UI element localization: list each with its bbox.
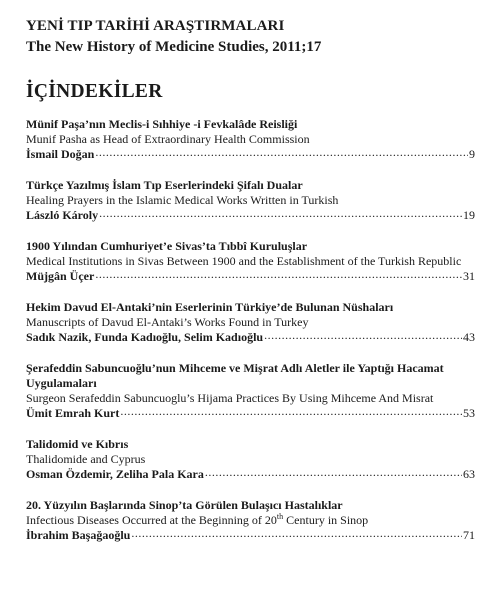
entry-page-number: 53 <box>463 406 475 420</box>
journal-subtitle: The New History of Medicine Studies, 2011;17 <box>26 39 322 55</box>
toc-entry <box>26 498 475 543</box>
entry-title: Talidomid ve Kıbrıs <box>26 437 129 451</box>
entry-author-line <box>26 147 475 162</box>
entry-title: Münif Paşa’nın Meclis-i Sıhhiye -i Fevkalâde Reisliği <box>26 117 298 131</box>
dot-leader <box>264 328 462 343</box>
dot-leader <box>95 267 462 282</box>
entry-page-number: 43 <box>463 330 475 344</box>
dot-leader <box>99 206 462 221</box>
dot-leader <box>131 526 462 541</box>
toc-entry <box>26 117 475 162</box>
entry-page-number: 19 <box>463 208 475 222</box>
entry-title: 20. Yüzyılın Başlarında Sinop’ta Görülen Bulaşıcı Hastalıklar <box>26 498 343 512</box>
dot-leader <box>120 404 462 419</box>
entry-page-number: 31 <box>463 269 475 283</box>
entry-author-line <box>26 528 475 543</box>
toc-entry <box>26 178 475 223</box>
toc-entry <box>26 239 475 284</box>
entry-author-line <box>26 330 475 345</box>
entry-authors: İsmail Doğan <box>26 147 95 161</box>
entry-author-line <box>26 208 475 223</box>
toc-entry <box>26 361 475 421</box>
english-title-prefix: Infectious Diseases Occurred at the Beginning of 20 <box>26 513 277 527</box>
toc-heading: İÇİNDEKİLER <box>26 81 163 102</box>
toc-entry <box>26 300 475 345</box>
entry-english-title: Medical Institutions in Sivas Between 1900 and the Establishment of the Turkish Republic <box>26 254 462 268</box>
entry-english-title: Manuscripts of Davud El-Antaki’s Works Found in Turkey <box>26 315 309 329</box>
entry-english-title: Surgeon Serafeddin Sabuncuoglu’s Hijama Practices By Using Mihceme And Misrat <box>26 391 434 405</box>
entry-title: Şerafeddin Sabuncuoğlu’nun Mihceme ve Mişrat Adlı Aletler ile Yaptığı Hacamat Uygulamaları <box>26 361 444 390</box>
entry-authors: İbrahim Başağaoğlu <box>26 528 131 542</box>
entry-authors: Sadık Nazik, Funda Kadıoğlu, Selim Kadıoğlu <box>26 330 264 344</box>
english-title-suffix: Century in Sinop <box>283 513 369 527</box>
entry-authors: László Károly <box>26 208 99 222</box>
entry-page-number: 63 <box>463 467 475 481</box>
dot-leader <box>205 465 462 480</box>
entry-page-number: 9 <box>469 147 475 161</box>
entry-author-line <box>26 467 475 482</box>
toc-entry <box>26 437 475 482</box>
entry-english-title: Healing Prayers in the Islamic Medical Works Written in Turkish <box>26 193 339 207</box>
entry-title: Türkçe Yazılmış İslam Tıp Eserlerindeki Şifalı Dualar <box>26 178 303 192</box>
entry-authors: Osman Özdemir, Zeliha Pala Kara <box>26 467 204 481</box>
entry-page-number: 71 <box>463 528 475 542</box>
entry-title: 1900 Yılından Cumhuriyet’e Sivas’ta Tıbbî Kuruluşlar <box>26 239 308 253</box>
dot-leader <box>95 145 468 160</box>
entry-author-line <box>26 269 475 284</box>
entry-authors: Ümit Emrah Kurt <box>26 406 120 420</box>
english-title-superscript: th <box>276 512 284 521</box>
entry-english-title: Munif Pasha as Head of Extraordinary Health Commission <box>26 132 310 146</box>
entry-english-title: Thalidomide and Cyprus <box>26 452 146 466</box>
entry-author-line <box>26 406 475 421</box>
journal-title: YENİ TIP TARİHİ ARAŞTIRMALARI <box>26 18 285 34</box>
entry-title: Hekim Davud El-Antaki’nin Eserlerinin Türkiye’de Bulunan Nüshaları <box>26 300 394 314</box>
entry-authors: Müjgân Üçer <box>26 269 95 283</box>
